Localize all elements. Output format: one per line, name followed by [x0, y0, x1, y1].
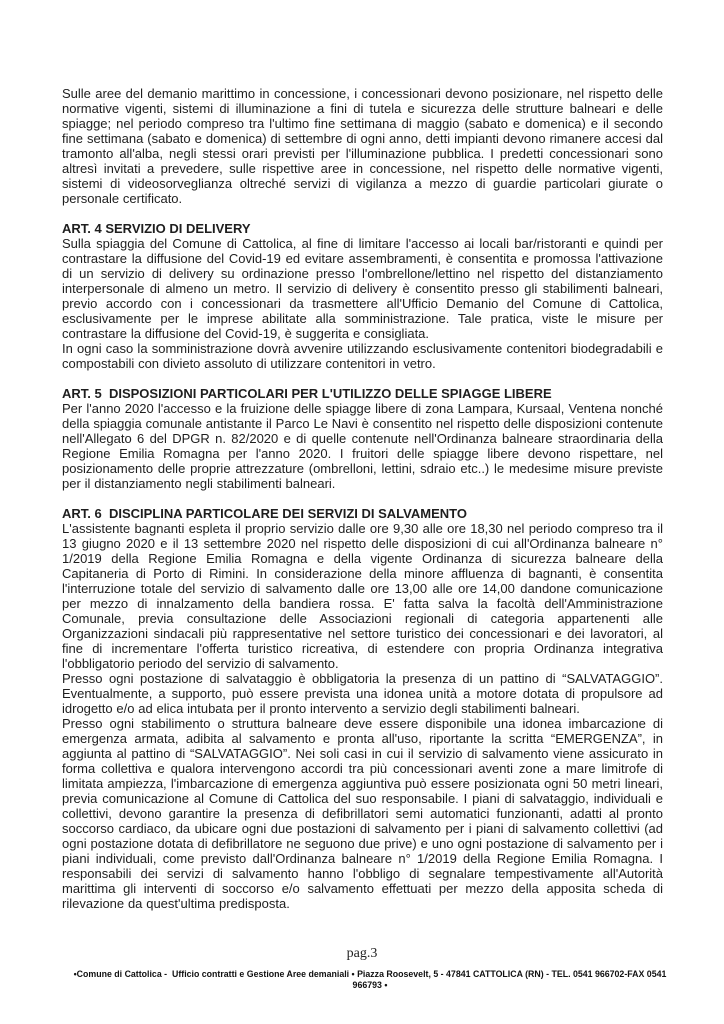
- art6-paragraph-1: L'assistente bagnanti espleta il proprio servizio dalle ore 9,30 alle ore 18,30 nel periodo compreso tra il 13 giugno 2020 e il 13 settembre 2020 nel rispetto delle disposizioni di cui all'Ordinanza balneare n° 1/2019 della Regione Emilia Romagna e della vigente Ordinanza di sicurezza balneare della Capitaneria di Porto di Rimini. In considerazione della minore affluenza di bagnanti, è consentita l'interruzione totale del servizio di salvamento dalle ore 13,00 alle ore 14,00 dandone comunicazione per mezzo di innalzamento della bandiera rossa. E' fatta salva la facoltà dell'Amministrazione Comunale, previa consultazione delle Associazioni regionali di categoria appartenenti alle Organizzazioni sindacali più rappresentative nel settore turistico dei concessionari e dei lavoratori, al fine di incrementare l'offerta turistico ricreativa, di estendere con propria Ordinanza integrativa l'obbligatorio periodo del servizio di salvamento.: [62, 521, 663, 671]
- art4-heading: ART. 4 SERVIZIO DI DELIVERY: [62, 221, 251, 236]
- art6-paragraph-3: Presso ogni stabilimento o struttura balneare deve essere disponibile una idonea imbarcazione di emergenza armata, adibita al salvamento e pronta all'uso, riportante la scritta “EMERGENZA”, in aggiunta al pattino di “SALVATAGGIO”. Nei soli casi in cui il servizio di salvamento viene assicurato in forma collettiva e qualora intervengono accordi tra più concessionari aventi zone a mare limitrofe di limitata ampiezza, l'imbarcazione di emergenza aggiuntiva può essere posizionata ogni 50 metri lineari, previa comunicazione al Comune di Cattolica del suo responsabile. I piani di salvataggio, individuali e collettivi, devono garantire la presenza di defibrillatori semi automatici funzionanti, adatti al pronto soccorso cardiaco, da ubicare ogni due postazioni di salvamento per i piani di salvamento collettivi (ad ogni postazione dotata di defibrillatore ne seguono due prive) e uno ogni postazione di salvamento per i piani individuali, come previsto dall'Ordinanza balneare n° 1/2019 della Regione Emilia Romagna. I responsabili dei servizi di salvamento hanno l'obbligo di segnalare tempestivamente all'Autorità marittima gli interventi di soccorso e/o salvamento effettuati per mezzo della apposita scheda di rilevazione da quest'ultima predisposta.: [62, 716, 663, 911]
- art4-paragraph-2: In ogni caso la somministrazione dovrà avvenire utilizzando esclusivamente contenitori biodegradabili e compostabili con divieto assoluto di utilizzare contenitori in vetro.: [62, 341, 663, 371]
- art5-paragraph-1: Per l'anno 2020 l'accesso e la fruizione delle spiagge libere di zona Lampara, Kursaal, Ventena nonché della spiaggia comunale antistante il Parco Le Navi è consentito nel rispetto delle disposizioni contenute nell'Allegato 6 del DPGR n. 82/2020 e di quelle contenute nell'Ordinanza balneare straordinaria della Regione Emilia Romagna per l'anno 2020. I fruitori delle spiagge libere devono rispettare, nel posizionamento delle proprie attrezzature (ombrelloni, lettini, sdraio etc..) le medesime misure previste per il distanziamento negli stabilimenti balneari.: [62, 401, 663, 491]
- art6-heading: ART. 6 DISCIPLINA PARTICOLARE DEI SERVIZI DI SALVAMENTO: [62, 506, 467, 521]
- art6-paragraph-2: Presso ogni postazione di salvataggio è obbligatoria la presenza di un pattino di “SALVATAGGIO”. Eventualmente, a supporto, può essere prevista una idonea unità a motore dotata di propulsore ad idrogetto e/o ad elica intubata per il pronto intervento a servizio degli stabilimenti balneari.: [62, 671, 663, 716]
- art5-heading: ART. 5 DISPOSIZIONI PARTICOLARI PER L'UTILIZZO DELLE SPIAGGE LIBERE: [62, 386, 552, 401]
- art4-paragraph-1: Sulla spiaggia del Comune di Cattolica, al fine di limitare l'accesso ai locali bar/ristoranti e quindi per contrastare la diffusione del Covid-19 ed evitare assembramenti, è consentita e promossa l'attivazione di un servizio di delivery su ordinazione presso l'ombrellone/lettino nel rispetto del distanziamento interpersonale di almeno un metro. Il servizio di delivery è consentito presso gli stabilimenti balneari, previo accordo con i concessionari da trasmettere all'Ufficio Demanio del Comune di Cattolica, esclusivamente per le imprese abilitate alla somministrazione. Tale pratica, viste le misure per contrastare la diffusione del Covid-19, è suggerita e consigliata.: [62, 236, 663, 341]
- page-number: pag.3: [346, 946, 378, 961]
- intro-paragraph: Sulle aree del demanio marittimo in concessione, i concessionari devono posizionare, nel rispetto delle normative vigenti, sistemi di illuminazione a fini di tutela e sicurezza delle strutture balneari e delle spiagge; nel periodo compreso tra l'ultimo fine settimana di maggio (sabato e domenica) e il secondo fine settimana (sabato e domenica) di settembre di ogni anno, detti impianti devono rimanere accesi dal tramonto all'alba, negli stessi orari previsti per l'illuminazione pubblica. I predetti concessionari sono altresì invitati a prevedere, sulle rispettive aree in concessione, nel rispetto delle normative vigenti, sistemi di videosorveglianza oltreché servizi di vigilanza a mezzo di guardie particolari giurate o personale certificato.: [62, 86, 663, 206]
- footer-address-line: •Comune di Cattolica - Ufficio contratti e Gestione Aree demaniali • Piazza Roosevelt, 5 - 47841 CATTOLICA (RN) - TEL. 0541 966702-FAX 0541 966793 •: [73, 969, 669, 990]
- document-page: [62, 86, 663, 911]
